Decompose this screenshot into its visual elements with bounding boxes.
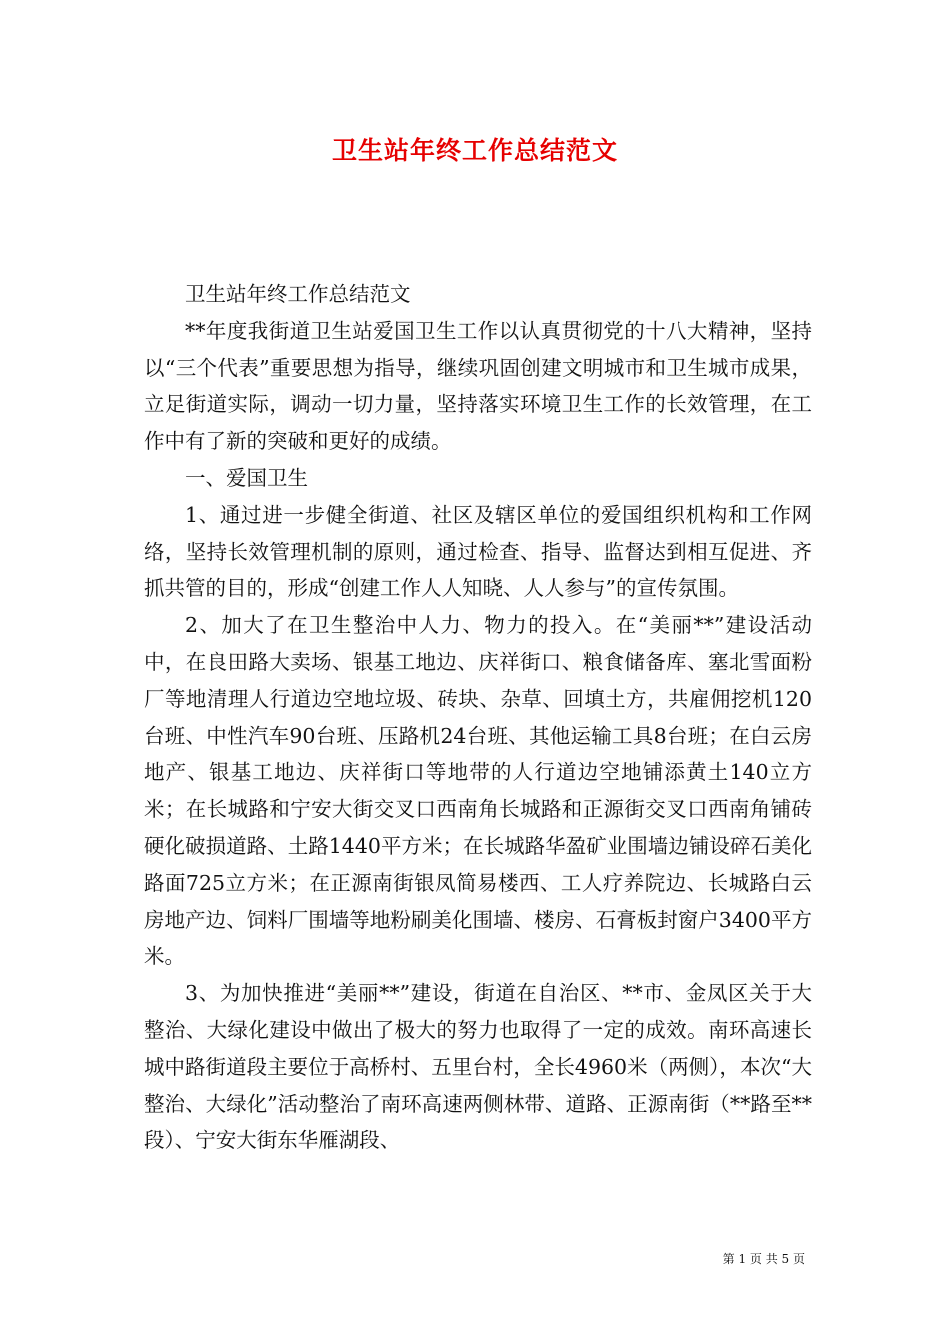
paragraph-item-2: 2、加大了在卫生整治中人力、物力的投入。在“美丽**”建设活动中，在良田路大卖场、银基工地边、庆祥街口、粮食储备库、塞北雪面粉厂等地清理人行道边空地垃圾、砖块、杂草、回填土方，共雇佣挖机120台班、中性汽车90台班、压路机24台班、其他运输工具8台班；在白云房地产、银基工地边、庆祥街口等地带的人行道边空地铺添黄土140立方米；在长城路和宁安大街交叉口西南角长城路和正源街交叉口西南角铺砖硬化破损道路、土路1440平方米；在长城路华盈矿业围墙边铺设碎石美化路面725立方米；在正源南街银凤简易楼西、工人疗养院边、长城路白云房地产边、饲料厂围墙等地粉刷美化围墙、楼房、石膏板封窗户3400平方米。 [144, 613, 812, 969]
paragraph-intro: **年度我街道卫生站爱国卫生工作以认真贯彻党的十八大精神，坚持以“三个代表”重要思想为指导，继续巩固创建文明城市和卫生城市成果，立足街道实际，调动一切力量，坚持落实环境卫生工作的长效管理，在工作中有了新的突破和更好的成绩。 [144, 318, 812, 454]
paragraph-item-1: 1、通过进一步健全街道、社区及辖区单位的爱国组织机构和工作网络，坚持长效管理机制的原则，通过检查、指导、监督达到相互促进、齐抓共管的目的，形成“创建工作人人知晓、人人参与”的宣传氛围。 [144, 502, 812, 601]
paragraph-heading: 卫生站年终工作总结范文 [185, 282, 411, 306]
section-heading-patriotic-health: 一、爱国卫生 [185, 465, 308, 490]
page-footer: 第 1 页 共 5 页 [722, 1252, 805, 1266]
paragraph-item-3: 3、为加快推进“美丽**”建设，街道在自治区、**市、金凤区关于大整治、大绿化建设中做出了极大的努力也取得了一定的成效。南环高速长城中路街道段主要位于高桥村、五里台村，全长4960米（两侧），本次“大整治、大绿化”活动整治了南环高速两侧林带、道路、正源南街（**路至**段）、宁安大街东华雁湖段、 [144, 981, 812, 1153]
document-body [144, 276, 812, 1159]
document-title: 卫生站年终工作总结范文 [331, 136, 618, 165]
